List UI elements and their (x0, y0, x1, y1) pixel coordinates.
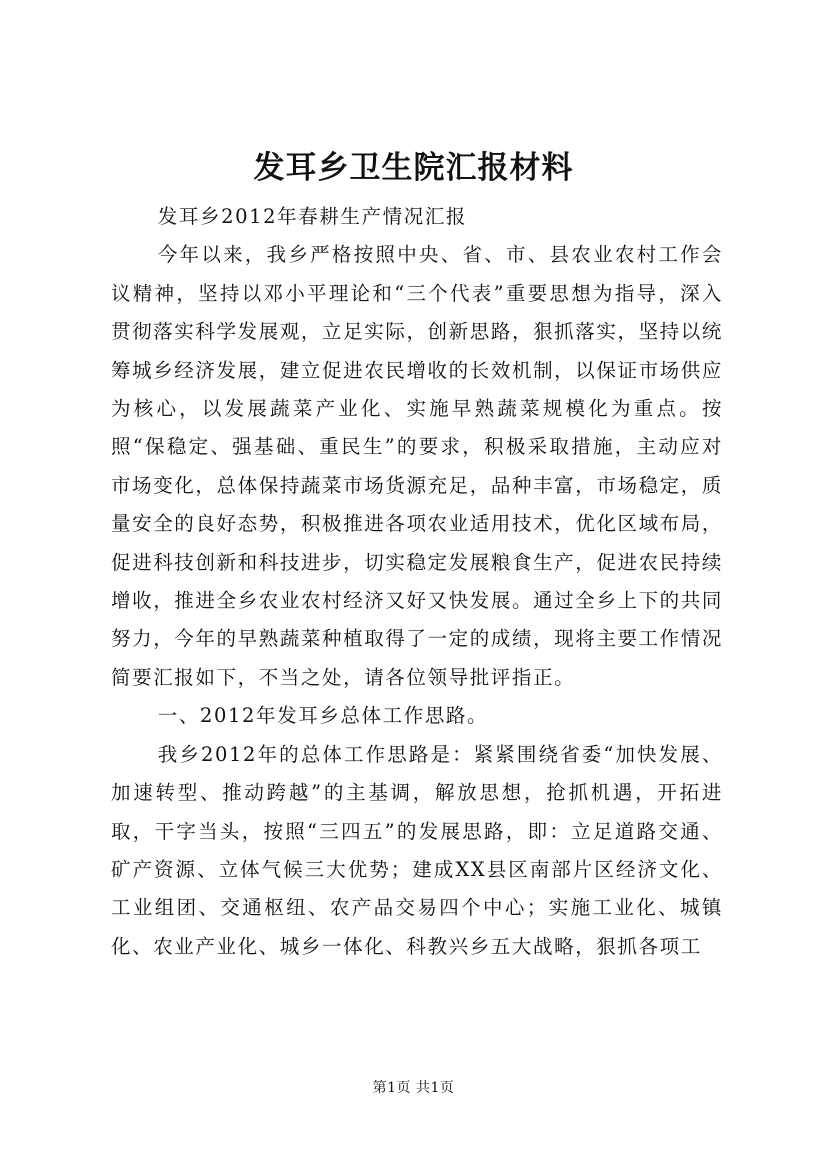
paragraph-section-heading: 一、2012年发耳乡总体工作思路。 (157, 704, 489, 728)
paragraph-subtitle: 发耳乡2012年春耕生产情况汇报 (157, 205, 468, 228)
page-footer: 第1页 共1页 (372, 1080, 455, 1096)
paragraph-work-plan: 我乡2012年的总体工作思路是：紧紧围绕省委“加快发展、加速转型、推动跨越”的主基调，解放思想，抢抓机遇，开拓进取，干字当头，按照“三四五”的发展思路，即：立足道路交通、矿产资源、立体气候三大优势；建成XX县区南部片区经济文化、工业组团、交通枢纽、农产品交易四个中心；实施工业化、城镇化、农业产业化、城乡一体化、科教兴乡五大战略，狠抓各项工 (111, 742, 723, 958)
document-title: 发耳乡卫生院汇报材料 (253, 150, 574, 186)
paragraph-intro: 今年以来，我乡严格按照中央、省、市、县农业农村工作会议精神，坚持以邓小平理论和“三个代表”重要思想为指导，深入贯彻落实科学发展观，立足实际，创新思路，狠抓落实，坚持以统筹城乡经济发展，建立促进农民增收的长效机制，以保证市场供应为核心，以发展蔬菜产业化、实施早熟蔬菜规模化为重点。按照“保稳定、强基础、重民生”的要求，积极采取措施，主动应对市场变化，总体保持蔬菜市场货源充足，品种丰富，市场稳定，质量安全的良好态势，积极推进各项农业适用技术，优化区域布局，促进科技创新和科技进步，切实稳定发展粮食生产，促进农民持续增收，推进全乡农业农村经济又好又快发展。通过全乡上下的共同努力，今年的早熟蔬菜种植取得了一定的成绩，现将主要工作情况简要汇报如下，不当之处，请各位领导批评指正。 (111, 243, 723, 689)
document-body (111, 198, 723, 966)
